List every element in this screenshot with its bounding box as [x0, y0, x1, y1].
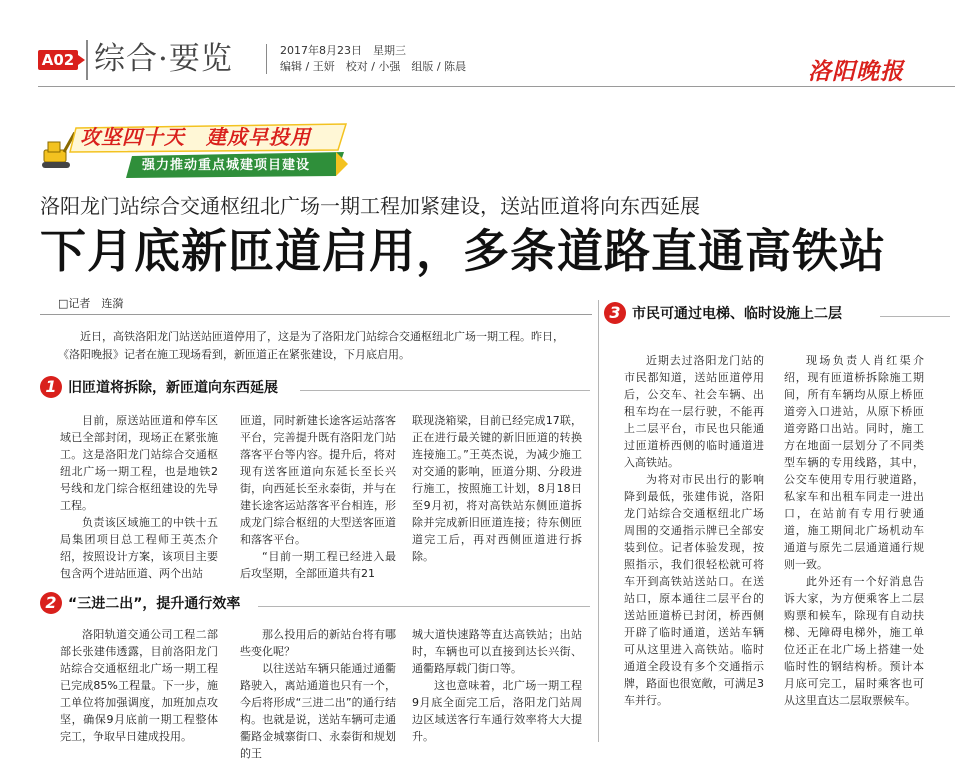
paragraph: 那么投用后的新站台将有哪些变化呢？ [240, 628, 396, 658]
section-title-2: “三进二出”，提升通行效率 [68, 596, 241, 612]
article-byline: □记者 连漪 [58, 297, 124, 310]
paragraph: “目前一期工程已经进入最后攻坚期，全部匝道共有21 [240, 550, 396, 580]
paragraph: 此外还有一个好消息告诉大家，为方便乘客上二层购票和候车，除现有自动扶梯、无障碍电梯外，施工单位还正在北广场上搭建一处临时性的钢结构桥。预计本月底可完工，届时乘客也可从这里直达二层取票候车。 [784, 575, 924, 707]
paragraph: 这也意味着，北广场一期工程9月底全面完工后，洛阳龙门站周边区域送客行车通行效率将大大提升。 [412, 679, 582, 743]
paragraph: 目前，原送站匝道和停车区域已全部封闭，现场正在紧张施工。这是洛阳龙门站综合交通枢纽北广场一期工程，也是地铁2号线和龙门综合枢纽建设的先导工程。 [60, 414, 218, 512]
header-rule [38, 86, 955, 87]
section-number-2: 2 [40, 592, 62, 614]
newspaper-masthead: 洛阳晚报 [808, 58, 904, 85]
header-divider [86, 40, 88, 80]
paragraph: 负责该区域施工的中铁十五局集团项目总工程师王英杰介绍，按照设计方案，该项目主要包含两个进站匝道、两个出站 [60, 516, 218, 580]
section-title-3: 市民可通过电梯、临时设施上二层 [632, 306, 842, 322]
section-number-1: 1 [40, 376, 62, 398]
byline-rule [40, 314, 592, 315]
page-number-badge: A02 [38, 50, 78, 70]
s1-column-1 [60, 412, 218, 582]
paragraph: 近期去过洛阳龙门站的市民都知道，送站匝道停用后，公交车、社会车辆、出租车均在一层行驶，不能再上二层平台，市民也只能通过匝道桥西侧的临时通道进入高铁站。 [624, 354, 764, 469]
paragraph: 以往送站车辆只能通过通衢路驶入，离站通道也只有一个，今后将形成“三进二出”的通行结构。也就是说，送站车辆可走通衢路金城寨街口、永泰街和规划的王 [240, 662, 396, 760]
s1-column-2 [240, 412, 396, 582]
paragraph: 洛阳轨道交通公司工程二部部长张建伟透露，目前洛阳龙门站综合交通枢纽北广场一期工程已完成85%工程量。下一步，施工单位将加强调度，加班加点攻坚，确保9月底前一期工程整体完工，争取早日建成投用。 [60, 628, 218, 743]
banner-slogan: 攻坚四十天 建成早投用 [80, 125, 311, 149]
paragraph: 为将对市民出行的影响降到最低，张建伟说，洛阳龙门站综合交通枢纽北广场周围的交通指示牌已全部安装到位。记者体验发现，按照指示，我们很轻松就可将车开到高铁站送站口。在送站口，原本通往二层平台的送站匝道桥已封闭，桥西侧开辟了临时通道，送站车辆可从这里进入高铁站。临时通道全段设有多个交通指示牌，路面也很宽敞，可满足3车并行。 [624, 473, 764, 707]
section-number-3: 3 [604, 302, 626, 324]
issue-date: 2017年8月23日 星期三 [280, 44, 406, 57]
article-kicker: 洛阳龙门站综合交通枢纽北广场一期工程加紧建设，送站匝道将向东西延展 [40, 194, 700, 218]
section-rule-2 [258, 606, 590, 607]
s3-column-1 [624, 352, 764, 709]
section-title-1: 旧匝道将拆除，新匝道向东西延展 [68, 380, 278, 396]
s2-column-3 [412, 626, 582, 745]
paragraph: 匝道，同时新建长途客运站落客平台，完善提升既有洛阳龙门站落客平台等内容。提升后，将对现有送客匝道向东延长至长兴街，向西延长至永泰街，并与在建长途客运站落客平台相连，形成龙门综合枢纽的大型送客匝道和落客平台。 [240, 414, 396, 546]
staff-credits: 编辑 / 王妍 校对 / 小强 组版 / 陈晨 [280, 60, 467, 73]
s1-column-3 [412, 412, 582, 565]
article-headline: 下月底新匝道启用，多条道路直通高铁站 [40, 224, 886, 278]
s2-column-1 [60, 626, 218, 745]
s3-column-2 [784, 352, 924, 709]
section-rule-3 [880, 316, 950, 317]
paragraph: 城大道快速路等直达高铁站；出站时，车辆也可以直接到达长兴街、通衢路厚载门街口等。 [412, 628, 582, 675]
article-lead: 近日，高铁洛阳龙门站送站匝道停用了，这是为了洛阳龙门站综合交通枢纽北广场一期工程。昨日，《洛阳晚报》记者在施工现场看到，新匝道正在紧张建设，下月底启用。 [58, 330, 564, 361]
banner-subtitle: 强力推动重点城建项目建设 [142, 158, 311, 173]
column-separator [598, 300, 599, 742]
header-divider-2 [266, 44, 267, 74]
paragraph: 联现浇箱梁，目前已经完成17联，正在进行最关键的新旧匝道的转换连接施工。”王英杰说，为减少施工对交通的影响，匝道分期、分段进行施工，按照施工计划，8月18日至9月初，将对高铁站东侧匝道拆除并完成新旧匝道连接；待东侧匝道完工后，再对西侧匝道进行拆除。 [412, 414, 582, 563]
paragraph: 现场负责人肖红渠介绍，现有匝道桥拆除施工期间，所有车辆均从原上桥匝道旁入口进站，从原下桥匝道旁路口出站。同时，施工方在地面一层划分了不同类型车辆的专用线路，其中，公交车使用专用行驶道路，私家车和出租车同走一进出口，在站前有专用行驶通道，施工期间北广场机动车通道与原先二层通道通行规则一致。 [784, 354, 924, 571]
section-title: 综合·要览 [94, 41, 233, 77]
section-rule-1 [300, 390, 590, 391]
